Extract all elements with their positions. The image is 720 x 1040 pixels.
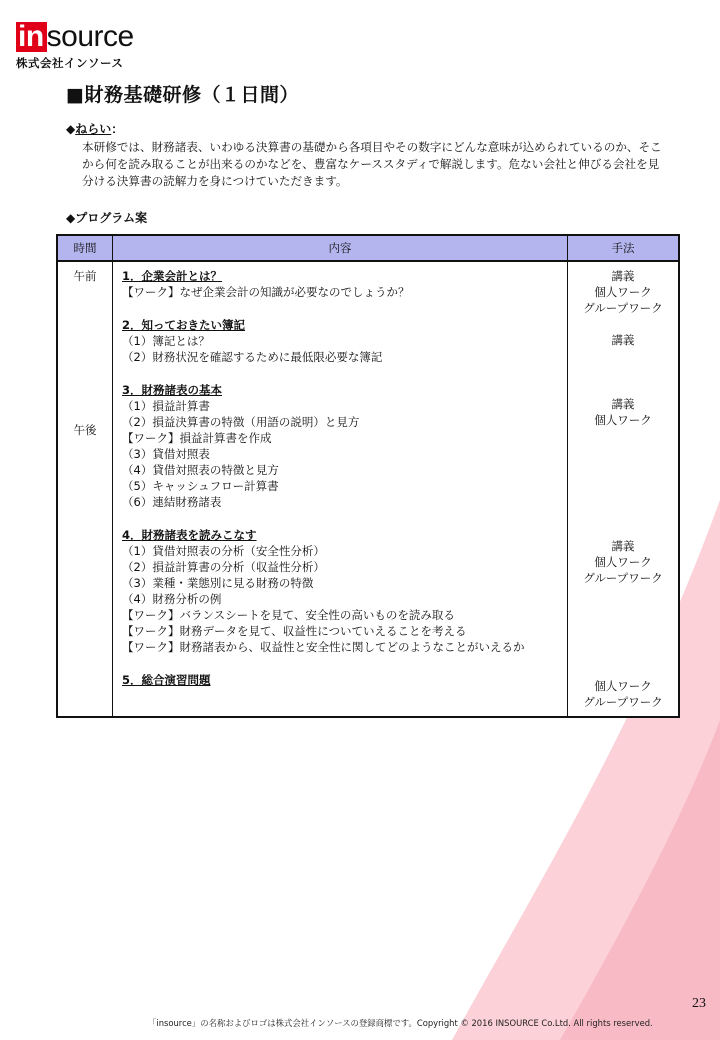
method-item: 講義: [611, 397, 635, 411]
logo-source: source: [46, 20, 134, 53]
method-group: [568, 678, 678, 710]
column-header-time: 時間: [57, 235, 113, 261]
method-item: グループワーク: [583, 301, 663, 315]
program-line: （3）業種・業態別に見る財務の特徴: [122, 576, 314, 590]
program-line: 【ワーク】バランスシートを見て、安全性の高いものを読み取る: [122, 608, 455, 622]
method-item: グループワーク: [583, 571, 663, 585]
method-item: 個人ワーク: [594, 413, 652, 427]
method-group: [568, 268, 678, 316]
method-item: 個人ワーク: [594, 679, 652, 693]
company-logo: [16, 22, 134, 71]
program-block: [122, 672, 559, 688]
program-line: （2）財務状況を確認するために最低限必要な簿記: [122, 350, 383, 364]
time-label-morning: 午前: [73, 269, 97, 283]
method-item: 個人ワーク: [594, 555, 652, 569]
table-header-row: [57, 235, 679, 261]
program-line: （6）連結財務諸表: [122, 495, 222, 509]
program-line: 【ワーク】財務諸表から、収益性と安全性に関してどのようなことがいえるか: [122, 640, 525, 654]
method-group: [568, 396, 678, 428]
program-table: [56, 234, 680, 718]
method-item: 講義: [611, 333, 635, 347]
method-item: グループワーク: [583, 695, 663, 709]
program-block: [122, 527, 559, 655]
page-number: 23: [692, 996, 706, 1011]
program-line: （1）簿記とは？: [122, 334, 210, 348]
program-line: （2）損益計算書の分析（収益性分析）: [122, 560, 325, 574]
program-block: [122, 317, 559, 365]
content-cell: [113, 261, 568, 717]
method-group: [568, 538, 678, 586]
program-line: （1）貸借対照表の分析（安全性分析）: [122, 544, 325, 558]
program-block: [122, 268, 559, 300]
aim-heading-label: ねらい: [75, 122, 112, 136]
column-header-method: 手法: [568, 235, 680, 261]
program-heading: ◆プログラム案: [66, 211, 148, 225]
program-line: 【ワーク】損益計算書を作成: [122, 431, 272, 445]
time-cell: [57, 261, 113, 717]
method-item: 講義: [611, 539, 635, 553]
aim-heading: [66, 120, 123, 137]
program-block-title: 1．企業会計とは？: [122, 269, 223, 283]
program-line: （5）キャッシュフロー計算書: [122, 479, 279, 493]
time-label-afternoon: 午後: [73, 423, 97, 437]
program-block-title: 2．知っておきたい簿記: [122, 318, 246, 332]
aim-heading-prefix: ◆: [66, 122, 76, 136]
program-line: 【ワーク】なぜ企業会計の知識が必要なのでしょうか？: [122, 285, 410, 299]
logo-company-name: 株式会社インソース: [16, 56, 124, 70]
table-row: [57, 261, 679, 717]
program-line: （4）財務分析の例: [122, 592, 222, 606]
method-cell: [568, 261, 680, 717]
program-line: 【ワーク】財務データを見て、収益性についていえることを考える: [122, 624, 467, 638]
aim-text: 本研修では、財務諸表、いわゆる決算書の基礎から各項目やその数字にどんな意味が込められているのか、そこから何を読み取ることが出来るのかなどを、豊富なケーススタディで解説します。危ない会社と伸びる会社を見分ける決算書の読解力を身につけていただきます。: [82, 140, 662, 188]
logo-wordmark: [16, 22, 134, 52]
program-block: [122, 382, 559, 510]
method-item: 個人ワーク: [594, 285, 652, 299]
program-block-title: 3．財務諸表の基本: [122, 383, 223, 397]
program-line: （1）損益計算書: [122, 399, 210, 413]
method-item: 講義: [611, 269, 635, 283]
footer-copyright: 「insource」の名称およびロゴは株式会社インソースの登録商標です。Copyright © 2016 INSOURCE Co.Ltd. All rights reserved.: [148, 1018, 653, 1028]
program-line: （2）損益決算書の特徴（用語の説明）と見方: [122, 415, 360, 429]
program-block-title: 5．総合演習問題: [122, 673, 211, 687]
program-line: （4）貸借対照表の特徴と見方: [122, 463, 279, 477]
program-line: （3）貸借対照表: [122, 447, 210, 461]
program-block-title: 4．財務諸表を読みこなす: [122, 528, 257, 542]
column-header-content: 内容: [113, 235, 568, 261]
method-group: [568, 332, 678, 348]
logo-in: in: [16, 22, 47, 52]
page-title: ■財務基礎研修（１日間）: [66, 84, 299, 106]
aim-heading-suffix: ：: [111, 122, 124, 136]
